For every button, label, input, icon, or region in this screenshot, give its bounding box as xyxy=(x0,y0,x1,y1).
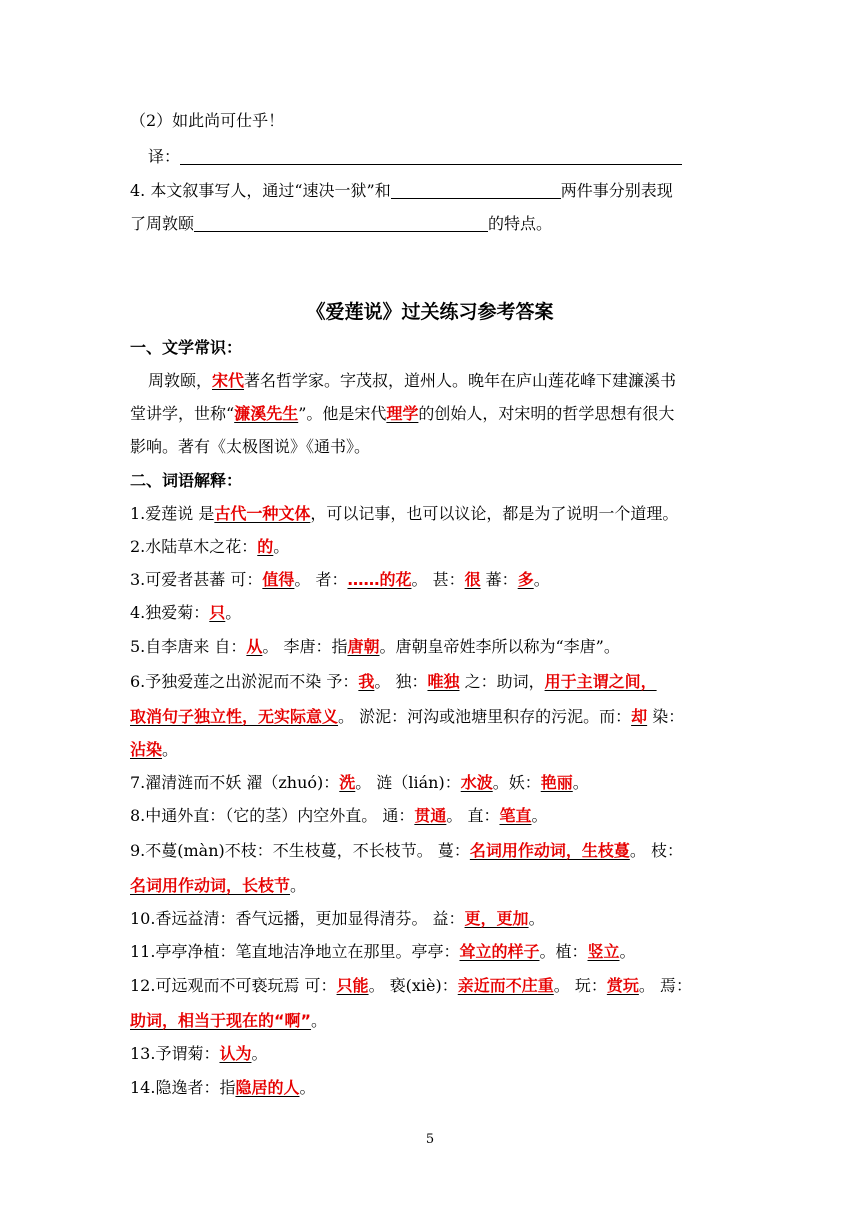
item-2: 2.水陆草木之花：的。 xyxy=(130,537,290,556)
section-1-heading: 一、文学常识： xyxy=(130,338,243,357)
item-6-line2: 取消句子独立性，无实际意义。 淤泥：河沟或池塘里积存的污泥。而：却 染： xyxy=(130,707,685,726)
item-4: 4.独爱菊：只。 xyxy=(130,603,242,622)
item-12-line2: 助词，相当于现在的“啊”。 xyxy=(130,1011,328,1030)
section-1-para-line2: 堂讲学，世称“濂溪先生”。他是宋代理学的创始人，对宋明的哲学思想有很大 xyxy=(130,404,675,423)
section-1-para-line3: 影响。著有《太极图说》《通书》。 xyxy=(130,437,371,456)
q4-blank-1 xyxy=(391,180,561,199)
item-10: 10.香远益清：香气远播，更加显得清芬。 益：更，更加。 xyxy=(130,909,545,928)
item-1: 1.爱莲说 是古代一种文体，可以记事，也可以议论，都是为了说明一个道理。 xyxy=(130,504,679,523)
item-12-line1: 12.可远观而不可亵玩焉 可：只能。 亵(xiè)：亲近而不庄重。 玩：赏玩。 焉： xyxy=(130,976,692,995)
item-5: 5.自李唐来 自：从。 李唐：指唐朝。唐朝皇帝姓李所以称为“李唐”。 xyxy=(130,637,620,656)
item-6-line1: 6.予独爱莲之出淤泥而不染 予：我。 独：唯独 之：助词，用于主谓之间， xyxy=(130,672,657,691)
item-8: 8.中通外直：（它的茎）内空外直。 通：贯通。 直：笔直。 xyxy=(130,806,548,825)
item-11: 11.亭亭净植：笔直地洁净地立在那里。亭亭：耸立的样子。植：竖立。 xyxy=(130,942,636,961)
question-2: （2）如此尚可仕乎！ xyxy=(130,111,285,130)
item-6-line3: 沾染。 xyxy=(130,740,179,759)
question-4-line1: 4. 本文叙事写人，通过“速决一狱”和 两件事分别表现 xyxy=(130,181,673,200)
item-9-line1: 9.不蔓(màn)不枝：不生枝蔓，不长枝节。 蔓：名词用作动词，生枝蔓。 枝： xyxy=(130,841,683,860)
answer-title: 《爱莲说》过关练习参考答案 xyxy=(306,301,554,323)
section-1-para-line1: 周敦颐，宋代著名哲学家。字茂叔，道州人。晚年在庐山莲花峰下建濂溪书 xyxy=(148,371,677,390)
item-14: 14.隐逸者：指隐居的人。 xyxy=(130,1078,316,1097)
translation-blank xyxy=(180,146,682,165)
translation-line: 译： xyxy=(148,146,748,168)
item-3: 3.可爱者甚蕃 可：值得。 者：……的花。 甚：很 蕃：多。 xyxy=(130,570,550,589)
item-9-line2: 名词用作动词，长枝节。 xyxy=(130,876,307,895)
item-7: 7.濯清涟而不妖 濯（zhuó)：洗。 涟（lián)：水波。妖：艳丽。 xyxy=(130,773,589,792)
q4-blank-2 xyxy=(194,213,488,232)
item-13: 13.予谓菊：认为。 xyxy=(130,1044,268,1063)
section-2-heading: 二、词语解释： xyxy=(130,471,243,490)
page-number: 5 xyxy=(425,1132,435,1147)
question-4-line2: 了周敦颐 的特点。 xyxy=(130,214,553,233)
